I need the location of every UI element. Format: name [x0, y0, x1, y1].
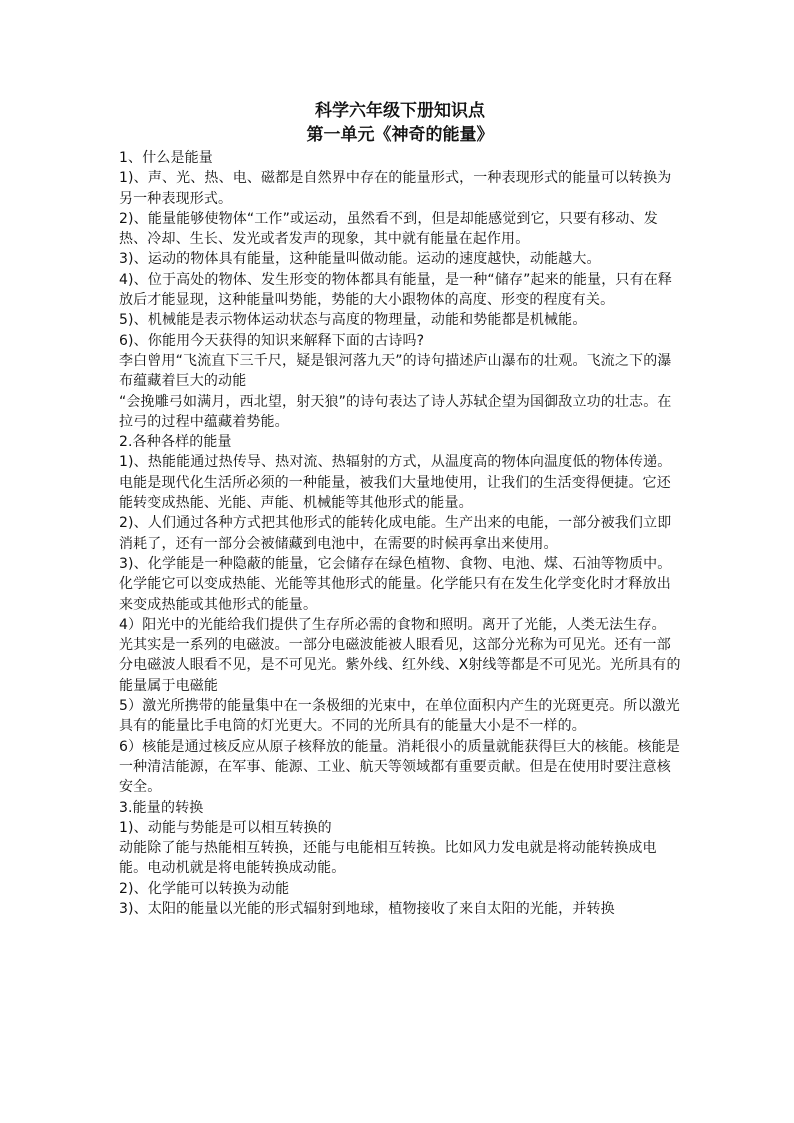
paragraph: 6）核能是通过核反应从原子核释放的能量。消耗很小的质量就能获得巨大的核能。核能是一种清洁能源，在军事、能源、工业、航天等领域都有重要贡献。但是在使用时要注意核安全。	[119, 738, 680, 796]
paragraph: 动能除了能与热能相互转换，还能与电能相互转换。比如风力发电就是将动能转换成电能。电动机就是将电能转换成动能。	[119, 840, 657, 877]
paragraph: 2)、人们通过各种方式把其他形式的能转化成电能。生产出来的电能，一部分被我们立即消耗了，还有一部分会被储藏到电池中，在需要的时候再拿出来使用。	[119, 515, 672, 552]
section-heading: 2.各种各样的能量	[119, 434, 232, 451]
paragraph: 电能是现代化生活所必须的一种能量，被我们大量地使用，让我们的生活变得便捷。它还能转变成热能、光能、声能、机械能等其他形式的能量。	[119, 474, 671, 512]
paragraph: 6)、你能用今天获得的知识来解释下面的古诗吗?	[119, 332, 425, 349]
paragraph: 4)、位于高处的物体、发生形变的物体都具有能量，是一种“储存”起来的能量，只有在释放后才能显现，这种能量叫势能，势能的大小跟物体的高度、形变的程度有关。	[119, 271, 673, 309]
unit-title: 第一单元《神奇的能量》	[306, 125, 494, 145]
paragraph: 2)、化学能可以转换为动能	[119, 880, 290, 897]
document-body	[119, 148, 681, 919]
paragraph: 2)、能量能够使物体“工作”或运动，虽然看不到，但是却能感觉到它，只要有移动、发热、冷却、生长、发光或者发声的现象，其中就有能量在起作用。	[119, 210, 658, 248]
paragraph: 3)、太阳的能量以光能的形式辐射到地球，植物接收了来自太阳的光能，并转换	[119, 900, 615, 917]
section-heading: 3.能量的转换	[119, 799, 204, 816]
paragraph: 3)、化学能是一种隐蔽的能量，它会储存在绿色植物、食物、电池、煤、石油等物质中。化学能它可以变成热能、光能等其他形式的能量。化学能只有在发生化学变化时才释放出来变成热能或其他形式的能量。	[119, 555, 672, 613]
paragraph: 1)、声、光、热、电、磁都是自然界中存在的能量形式，一种表现形式的能量可以转换为另一种表现形式。	[119, 170, 672, 207]
paragraph: 1)、动能与势能是可以相互转换的	[119, 819, 332, 836]
document-title: 科学六年级下册知识点	[315, 101, 485, 121]
paragraph: 4）阳光中的光能给我们提供了生存所必需的食物和照明。离开了光能，人类无法生存。	[119, 616, 666, 633]
document-page	[119, 99, 681, 919]
section-heading: 1、什么是能量	[119, 150, 213, 166]
paragraph: 李白曾用“飞流直下三千尺，疑是银河落九天”的诗句描述庐山瀑布的壮观。飞流之下的瀑布蕴藏着巨大的动能	[119, 352, 672, 390]
paragraph: 光其实是一系列的电磁波。一部分电磁波能被人眼看见，这部分光称为可见光。还有一部分电磁波人眼看不见，是不可见光。紫外线、红外线、X射线等都是不可见光。光所具有的能量属于电磁能	[119, 637, 681, 694]
paragraph: 3)、运动的物体具有能量，这种能量叫做动能。运动的速度越快，动能越大。	[119, 251, 601, 268]
paragraph: 5)、机械能是表示物体运动状态与高度的物理量，动能和势能都是机械能。	[119, 312, 587, 329]
paragraph: “会挽雕弓如满月，西北望，射天狼”的诗句表达了诗人苏轼企望为国御敌立功的壮志。在拉弓的过程中蕴藏着势能。	[119, 393, 672, 430]
paragraph: 1)、热能能通过热传导、热对流、热辐射的方式，从温度高的物体向温度低的物体传递。	[119, 454, 672, 471]
paragraph: 5）激光所携带的能量集中在一条极细的光束中，在单位面积内产生的光斑更亮。所以激光具有的能量比手电筒的灯光更大。不同的光所具有的能量大小是不一样的。	[119, 698, 680, 735]
